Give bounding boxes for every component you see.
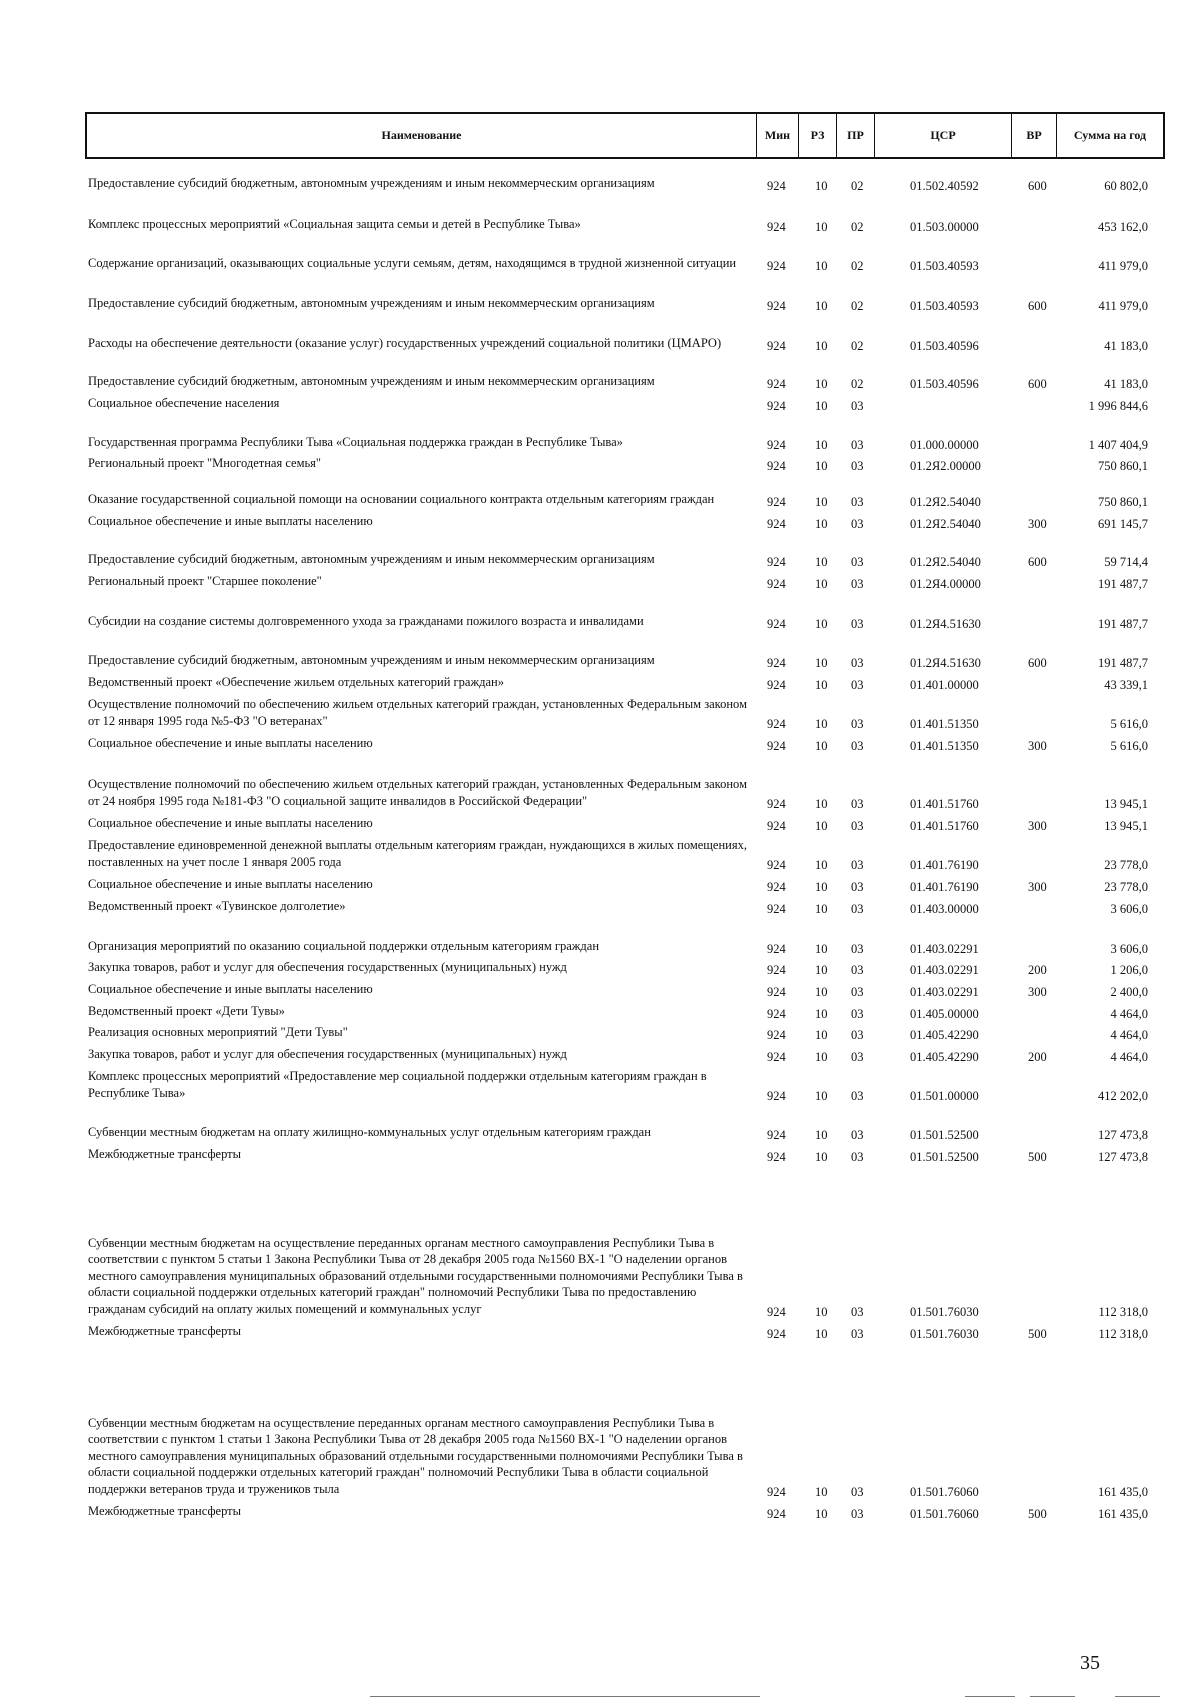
cell-sum: 43 339,1	[1104, 677, 1148, 692]
cell-sum: 3 606,0	[1110, 941, 1148, 956]
cell-sum: 127 473,8	[1098, 1149, 1148, 1164]
header-pr: ПР	[837, 114, 875, 157]
cell-csr: 01.401.51760	[910, 818, 979, 833]
cell-pr: 03	[851, 516, 864, 531]
cell-rz: 10	[815, 554, 828, 569]
cell-pr: 03	[851, 616, 864, 631]
cell-name: Ведомственный проект «Тувинское долголетие»	[88, 898, 346, 913]
page-number: 35	[1080, 1652, 1100, 1674]
cell-pr: 03	[851, 984, 864, 999]
cell-csr: 01.502.40592	[910, 178, 979, 193]
cell-name: Предоставление субсидий бюджетным, автономным учреждениям и иным некоммерческим организациям	[88, 551, 655, 566]
cell-name: Межбюджетные трансферты	[88, 1146, 242, 1161]
cell-sum: 3 606,0	[1110, 901, 1148, 916]
cell-pr: 03	[851, 655, 864, 670]
cell-csr: 01.501.76060	[910, 1484, 979, 1499]
cell-pr: 03	[851, 1326, 864, 1341]
cell-rz: 10	[815, 738, 828, 753]
cell-name: Межбюджетные трансферты	[88, 1323, 242, 1338]
cell-sum: 4 464,0	[1110, 1049, 1148, 1064]
cell-sum: 13 945,1	[1104, 796, 1148, 811]
cell-sum: 750 860,1	[1098, 494, 1148, 509]
cell-rz: 10	[815, 857, 828, 872]
cell-pr: 03	[851, 716, 864, 731]
cell-csr: 01.403.02291	[910, 941, 979, 956]
cell-rz: 10	[815, 437, 828, 452]
cell-min: 924	[767, 716, 786, 731]
cell-rz: 10	[815, 1484, 828, 1499]
cell-name: Социальное обеспечение и иные выплаты населению	[88, 981, 373, 996]
cell-rz: 10	[815, 655, 828, 670]
cell-min: 924	[767, 258, 786, 273]
cell-vr: 600	[1028, 298, 1047, 313]
cell-vr: 500	[1028, 1149, 1047, 1164]
cell-csr: 01.503.40593	[910, 258, 979, 273]
cell-rz: 10	[815, 516, 828, 531]
cell-rz: 10	[815, 576, 828, 591]
cell-csr: 01.401.76190	[910, 879, 979, 894]
cell-vr: 300	[1028, 984, 1047, 999]
cell-min: 924	[767, 1088, 786, 1103]
cell-rz: 10	[815, 962, 828, 977]
cell-pr: 02	[851, 219, 864, 234]
cell-name: Социальное обеспечение и иные выплаты населению	[88, 513, 373, 528]
cell-rz: 10	[815, 258, 828, 273]
cell-name: Ведомственный проект «Дети Тувы»	[88, 1003, 285, 1018]
cell-csr: 01.401.51760	[910, 796, 979, 811]
cell-min: 924	[767, 984, 786, 999]
cell-min: 924	[767, 178, 786, 193]
cell-name: Предоставление субсидий бюджетным, автономным учреждениям и иным некоммерческим организациям	[88, 652, 655, 667]
cell-pr: 02	[851, 258, 864, 273]
cell-sum: 411 979,0	[1098, 258, 1148, 273]
cell-sum: 41 183,0	[1104, 376, 1148, 391]
cell-sum: 41 183,0	[1104, 338, 1148, 353]
cell-csr: 01.503.40593	[910, 298, 979, 313]
cell-rz: 10	[815, 1304, 828, 1319]
cell-sum: 161 435,0	[1098, 1484, 1148, 1499]
cell-pr: 03	[851, 1484, 864, 1499]
cell-sum: 1 407 404,9	[1088, 437, 1148, 452]
cell-sum: 691 145,7	[1098, 516, 1148, 531]
cell-rz: 10	[815, 1127, 828, 1142]
cell-min: 924	[767, 818, 786, 833]
cell-csr: 01.401.51350	[910, 738, 979, 753]
cell-name: Государственная программа Республики Тыва «Социальная поддержка граждан в Республике Тыва»	[88, 434, 623, 449]
cell-name: Комплекс процессных мероприятий «Социальная защита семьи и детей в Республике Тыва»	[88, 216, 581, 231]
cell-pr: 03	[851, 1506, 864, 1521]
cell-rz: 10	[815, 1506, 828, 1521]
cell-name: Предоставление субсидий бюджетным, автономным учреждениям и иным некоммерческим организациям	[88, 295, 655, 310]
cell-csr: 01.503.40596	[910, 376, 979, 391]
cell-min: 924	[767, 437, 786, 452]
cell-pr: 03	[851, 901, 864, 916]
cell-name: Ведомственный проект «Обеспечение жильем отдельных категорий граждан»	[88, 674, 504, 689]
cell-pr: 03	[851, 941, 864, 956]
cell-name: Осуществление полномочий по обеспечению жильем отдельных категорий граждан, установленных Федеральным законом от 24 ноября 1995 года №181-ФЗ "О социальной защите инвалидов в Российской Федерации"	[88, 777, 747, 808]
cell-sum: 453 162,0	[1098, 219, 1148, 234]
cell-sum: 5 616,0	[1110, 716, 1148, 731]
cell-min: 924	[767, 554, 786, 569]
cell-vr: 600	[1028, 655, 1047, 670]
cell-csr: 01.501.76060	[910, 1506, 979, 1521]
cell-name: Региональный проект "Многодетная семья"	[88, 455, 322, 470]
cell-csr: 01.403.02291	[910, 984, 979, 999]
cell-vr: 300	[1028, 818, 1047, 833]
cell-name: Осуществление полномочий по обеспечению жильем отдельных категорий граждан, установленных Федеральным законом от 12 января 1995 года №5-ФЗ "О ветеранах"	[88, 697, 747, 728]
cell-rz: 10	[815, 677, 828, 692]
cell-min: 924	[767, 458, 786, 473]
cell-pr: 02	[851, 178, 864, 193]
cell-pr: 02	[851, 338, 864, 353]
cell-csr: 01.501.52500	[910, 1127, 979, 1142]
cell-pr: 03	[851, 738, 864, 753]
cell-csr: 01.401.51350	[910, 716, 979, 731]
cell-rz: 10	[815, 818, 828, 833]
cell-min: 924	[767, 516, 786, 531]
cell-vr: 600	[1028, 178, 1047, 193]
cell-vr: 200	[1028, 962, 1047, 977]
cell-pr: 03	[851, 398, 864, 413]
cell-rz: 10	[815, 1326, 828, 1341]
cell-min: 924	[767, 1326, 786, 1341]
cell-name: Социальное обеспечение и иные выплаты населению	[88, 876, 373, 891]
cell-sum: 412 202,0	[1098, 1088, 1148, 1103]
cell-pr: 03	[851, 1304, 864, 1319]
cell-sum: 23 778,0	[1104, 857, 1148, 872]
cell-min: 924	[767, 962, 786, 977]
cell-rz: 10	[815, 219, 828, 234]
cell-rz: 10	[815, 984, 828, 999]
cell-pr: 03	[851, 1027, 864, 1042]
cell-name: Предоставление субсидий бюджетным, автономным учреждениям и иным некоммерческим организациям	[88, 175, 655, 190]
cell-pr: 03	[851, 818, 864, 833]
cell-vr: 300	[1028, 516, 1047, 531]
cell-rz: 10	[815, 796, 828, 811]
cell-min: 924	[767, 941, 786, 956]
header-csr: ЦСР	[875, 114, 1012, 157]
cell-pr: 03	[851, 458, 864, 473]
cell-min: 924	[767, 738, 786, 753]
cell-name: Региональный проект "Старшее поколение"	[88, 573, 322, 588]
cell-name: Социальное обеспечение и иные выплаты населению	[88, 815, 373, 830]
cell-csr: 01.2Я2.54040	[910, 516, 981, 531]
cell-csr: 01.503.00000	[910, 219, 979, 234]
header-name: Наименование	[87, 114, 757, 157]
cell-csr: 01.501.76030	[910, 1326, 979, 1341]
cell-min: 924	[767, 901, 786, 916]
cell-rz: 10	[815, 178, 828, 193]
cell-pr: 02	[851, 376, 864, 391]
cell-min: 924	[767, 1149, 786, 1164]
cell-rz: 10	[815, 338, 828, 353]
cell-sum: 59 714,4	[1104, 554, 1148, 569]
cell-pr: 03	[851, 796, 864, 811]
cell-csr: 01.405.42290	[910, 1027, 979, 1042]
cell-csr: 01.501.52500	[910, 1149, 979, 1164]
cell-csr: 01.405.00000	[910, 1006, 979, 1021]
cell-name: Социальное обеспечение и иные выплаты населению	[88, 735, 373, 750]
cell-name: Закупка товаров, работ и услуг для обеспечения государственных (муниципальных) нужд	[88, 959, 567, 974]
cell-min: 924	[767, 576, 786, 591]
cell-name: Комплекс процессных мероприятий «Предоставление мер социальной поддержки отдельным категориям граждан в Республике Тыва»	[88, 1069, 707, 1100]
cell-rz: 10	[815, 901, 828, 916]
cell-pr: 03	[851, 554, 864, 569]
header-vr: ВР	[1012, 114, 1057, 157]
cell-name: Закупка товаров, работ и услуг для обеспечения государственных (муниципальных) нужд	[88, 1046, 567, 1061]
cell-min: 924	[767, 398, 786, 413]
cell-pr: 03	[851, 879, 864, 894]
header-rz: РЗ	[799, 114, 837, 157]
cell-csr: 01.2Я4.00000	[910, 576, 981, 591]
cell-pr: 03	[851, 437, 864, 452]
cell-csr: 01.501.76030	[910, 1304, 979, 1319]
cell-vr: 600	[1028, 554, 1047, 569]
cell-rz: 10	[815, 398, 828, 413]
cell-csr: 01.2Я4.51630	[910, 655, 981, 670]
cell-min: 924	[767, 677, 786, 692]
cell-name: Субвенции местным бюджетам на осуществление переданных органам местного самоуправления Республики Тыва в соответствии с пунктом 5 статьи 1 Закона Республики Тыва от 28 декабря 2005 года №1560 ВХ-1 "О наделении органов местного самоуправления муниципальных образований отдельными государственными полномочиями Республики Тыва в области социальной поддержки отдельных категорий граждан" полномочий Республики Тыва по предоставлению гражданам субсидий на оплату жилых помещений и коммунальных услуг	[88, 1235, 743, 1316]
cell-min: 924	[767, 1506, 786, 1521]
cell-csr: 01.501.00000	[910, 1088, 979, 1103]
cell-name: Субвенции местным бюджетам на осуществление переданных органам местного самоуправления Республики Тыва в соответствии с пунктом 1 статьи 1 Закона Республики Тыва от 28 декабря 2005 года №1560 ВХ-1 "О наделении органов местного самоуправления муниципальных образований отдельными государственными полномочиями Республики Тыва в области социальной поддержки отдельных категорий граждан" полномочий Республики Тыва в области социальной поддержки ветеранов труда и тружеников тыла	[88, 1415, 743, 1496]
cell-min: 924	[767, 857, 786, 872]
cell-csr: 01.401.00000	[910, 677, 979, 692]
cell-sum: 112 318,0	[1098, 1326, 1148, 1341]
cell-csr: 01.2Я2.00000	[910, 458, 981, 473]
cell-vr: 500	[1028, 1506, 1047, 1521]
cell-vr: 600	[1028, 376, 1047, 391]
cell-name: Организация мероприятий по оказанию социальной поддержки отдельным категориям граждан	[88, 938, 600, 953]
cell-pr: 03	[851, 1088, 864, 1103]
cell-rz: 10	[815, 298, 828, 313]
cell-sum: 112 318,0	[1098, 1304, 1148, 1319]
cell-sum: 2 400,0	[1110, 984, 1148, 999]
cell-min: 924	[767, 376, 786, 391]
cell-pr: 03	[851, 677, 864, 692]
cell-csr: 01.403.00000	[910, 901, 979, 916]
cell-vr: 300	[1028, 738, 1047, 753]
cell-rz: 10	[815, 494, 828, 509]
cell-csr: 01.000.00000	[910, 437, 979, 452]
cell-name: Расходы на обеспечение деятельности (оказание услуг) государственных учреждений социальной политики (ЦМАРО)	[88, 335, 722, 350]
cell-sum: 411 979,0	[1098, 298, 1148, 313]
cell-pr: 03	[851, 962, 864, 977]
cell-sum: 60 802,0	[1104, 178, 1148, 193]
cell-min: 924	[767, 796, 786, 811]
cell-pr: 02	[851, 298, 864, 313]
cell-min: 924	[767, 1006, 786, 1021]
cell-rz: 10	[815, 616, 828, 631]
cell-min: 924	[767, 1484, 786, 1499]
cell-min: 924	[767, 219, 786, 234]
cell-rz: 10	[815, 879, 828, 894]
cell-min: 924	[767, 879, 786, 894]
cell-rz: 10	[815, 716, 828, 731]
cell-name: Социальное обеспечение населения	[88, 395, 280, 410]
cell-rz: 10	[815, 458, 828, 473]
cell-sum: 191 487,7	[1098, 616, 1148, 631]
cell-pr: 03	[851, 576, 864, 591]
cell-sum: 23 778,0	[1104, 879, 1148, 894]
cell-sum: 1 206,0	[1110, 962, 1148, 977]
cell-name: Предоставление единовременной денежной выплаты отдельным категориям граждан, нуждающихся в жилых помещениях, поставленных на учет после 1 января 2005 года	[88, 838, 747, 869]
cell-name: Субвенции местным бюджетам на оплату жилищно-коммунальных услуг отдельным категориям граждан	[88, 1124, 651, 1139]
cell-min: 924	[767, 655, 786, 670]
cell-sum: 4 464,0	[1110, 1027, 1148, 1042]
cell-min: 924	[767, 1049, 786, 1064]
cell-name: Реализация основных мероприятий "Дети Тувы"	[88, 1024, 348, 1039]
cell-min: 924	[767, 616, 786, 631]
cell-csr: 01.503.40596	[910, 338, 979, 353]
cell-min: 924	[767, 298, 786, 313]
cell-sum: 191 487,7	[1098, 576, 1148, 591]
cell-rz: 10	[815, 1088, 828, 1103]
cell-sum: 127 473,8	[1098, 1127, 1148, 1142]
cell-name: Предоставление субсидий бюджетным, автономным учреждениям и иным некоммерческим организациям	[88, 373, 655, 388]
cell-sum: 13 945,1	[1104, 818, 1148, 833]
cell-pr: 03	[851, 1127, 864, 1142]
cell-pr: 03	[851, 857, 864, 872]
cell-sum: 161 435,0	[1098, 1506, 1148, 1521]
cell-sum: 191 487,7	[1098, 655, 1148, 670]
cell-sum: 5 616,0	[1110, 738, 1148, 753]
cell-vr: 500	[1028, 1326, 1047, 1341]
cell-min: 924	[767, 494, 786, 509]
cell-vr: 300	[1028, 879, 1047, 894]
cell-sum: 4 464,0	[1110, 1006, 1148, 1021]
cell-name: Оказание государственной социальной помощи на основании социального контракта отдельным категориям граждан	[88, 491, 715, 506]
cell-csr: 01.2Я2.54040	[910, 554, 981, 569]
cell-rz: 10	[815, 1006, 828, 1021]
cell-pr: 03	[851, 1149, 864, 1164]
cell-sum: 1 996 844,6	[1088, 398, 1148, 413]
cell-min: 924	[767, 1127, 786, 1142]
cell-pr: 03	[851, 1006, 864, 1021]
cell-name: Содержание организаций, оказывающих социальные услуги семьям, детям, находящимся в трудной жизненной ситуации	[88, 255, 737, 270]
cell-min: 924	[767, 1027, 786, 1042]
cell-csr: 01.2Я4.51630	[910, 616, 981, 631]
cell-rz: 10	[815, 1049, 828, 1064]
cell-rz: 10	[815, 376, 828, 391]
cell-csr: 01.403.02291	[910, 962, 979, 977]
cell-csr: 01.405.42290	[910, 1049, 979, 1064]
header-min: Мин	[757, 114, 799, 157]
cell-rz: 10	[815, 1027, 828, 1042]
cell-name: Межбюджетные трансферты	[88, 1503, 242, 1518]
cell-rz: 10	[815, 941, 828, 956]
header-sum: Сумма на год	[1073, 128, 1147, 142]
cell-pr: 03	[851, 1049, 864, 1064]
cell-name: Субсидии на создание системы долговременного ухода за гражданами пожилого возраста и инвалидами	[88, 613, 644, 628]
cell-csr: 01.401.76190	[910, 857, 979, 872]
cell-vr: 200	[1028, 1049, 1047, 1064]
cell-sum: 750 860,1	[1098, 458, 1148, 473]
cell-rz: 10	[815, 1149, 828, 1164]
cell-min: 924	[767, 1304, 786, 1319]
cell-csr: 01.2Я2.54040	[910, 494, 981, 509]
cell-pr: 03	[851, 494, 864, 509]
cell-min: 924	[767, 338, 786, 353]
